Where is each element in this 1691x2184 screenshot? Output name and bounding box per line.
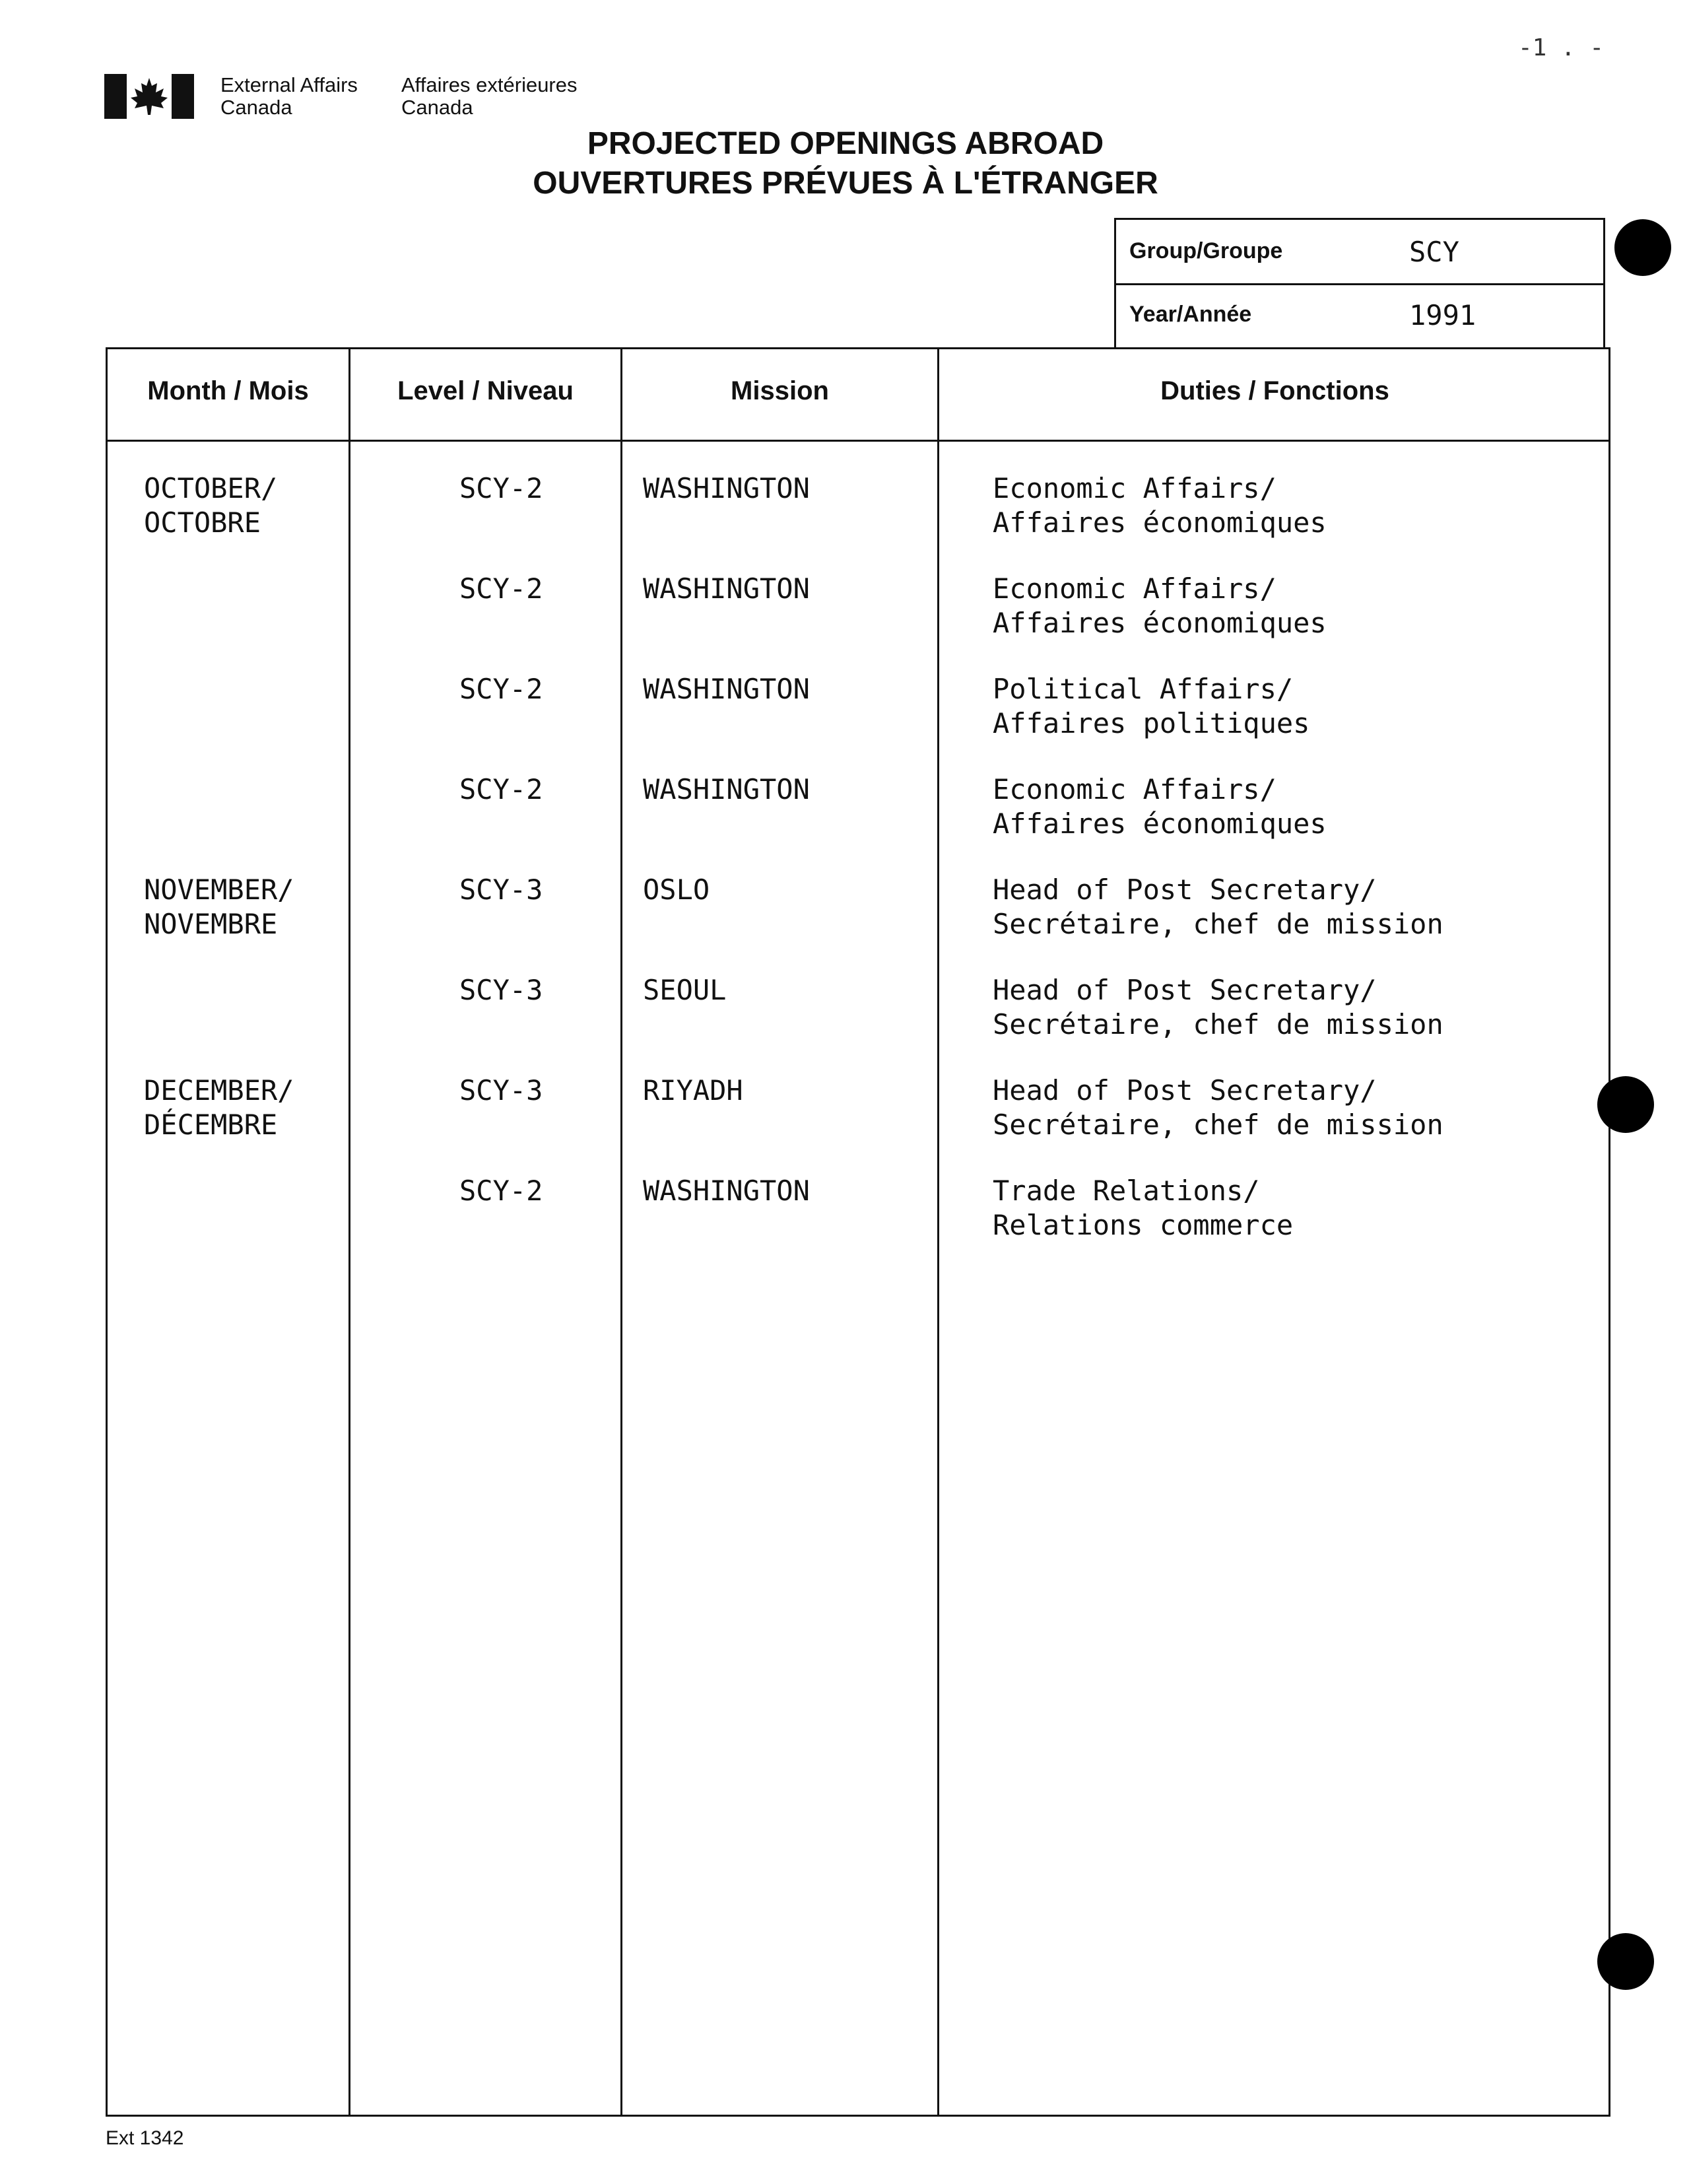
department-fr-line2: Canada: [401, 96, 473, 119]
header-duties: Duties / Fonctions: [1160, 376, 1389, 405]
year-row: [1116, 283, 1603, 347]
duties-line1: Political Affairs/: [993, 673, 1294, 705]
duties-line2: Secrétaire, chef de mission: [993, 1109, 1443, 1141]
punch-hole: [1597, 1933, 1654, 1990]
department-en-line1: External Affairs: [220, 73, 358, 96]
row-mission: WASHINGTON: [643, 472, 810, 504]
row-duties: [993, 873, 1443, 941]
openings-table: [106, 347, 1610, 2117]
duties-line2: Affaires économiques: [993, 506, 1327, 539]
group-year-box: [1114, 218, 1605, 349]
row-level: SCY-2: [459, 572, 543, 605]
duties-line1: Economic Affairs/: [993, 773, 1277, 805]
canada-flag-logo: [104, 74, 194, 119]
row-duties: [993, 772, 1327, 841]
duties-line2: Affaires économiques: [993, 607, 1327, 639]
group-value: SCY: [1409, 236, 1459, 268]
row-duties: [993, 973, 1443, 1042]
header-month: Month / Mois: [147, 376, 309, 405]
header-divider: [106, 440, 1610, 442]
row-mission: WASHINGTON: [643, 773, 810, 805]
duties-line1: Trade Relations/: [993, 1175, 1260, 1207]
column-divider: [937, 347, 939, 2117]
row-month: [144, 471, 277, 540]
month-line2: OCTOBRE: [144, 506, 261, 539]
header-level: Level / Niveau: [397, 376, 574, 405]
row-month: [144, 1074, 294, 1142]
duties-line1: Head of Post Secretary/: [993, 1074, 1377, 1107]
year-value: 1991: [1409, 299, 1476, 331]
row-mission: RIYADH: [643, 1074, 743, 1107]
row-level: SCY-2: [459, 773, 543, 805]
row-level: SCY-3: [459, 974, 543, 1006]
row-level: SCY-3: [459, 1074, 543, 1107]
month-line1: DECEMBER/: [144, 1074, 294, 1107]
duties-line1: Economic Affairs/: [993, 572, 1277, 605]
row-month: [144, 873, 294, 941]
group-label: Group/Groupe: [1129, 238, 1283, 263]
duties-line2: Secrétaire, chef de mission: [993, 1008, 1443, 1041]
row-level: SCY-2: [459, 1175, 543, 1207]
duties-line1: Economic Affairs/: [993, 472, 1277, 504]
duties-line2: Affaires économiques: [993, 807, 1327, 840]
punch-hole: [1597, 1076, 1654, 1133]
duties-line1: Head of Post Secretary/: [993, 873, 1377, 906]
row-level: SCY-2: [459, 472, 543, 504]
row-duties: [993, 672, 1310, 741]
row-mission: OSLO: [643, 873, 710, 906]
row-mission: WASHINGTON: [643, 572, 810, 605]
month-line2: DÉCEMBRE: [144, 1109, 278, 1141]
month-line1: NOVEMBER/: [144, 873, 294, 906]
corner-mark: -1 . -: [1518, 34, 1605, 61]
row-duties: [993, 1174, 1293, 1243]
group-row: [1116, 220, 1603, 285]
month-line2: NOVEMBRE: [144, 908, 278, 940]
form-number: Ext 1342: [106, 2127, 184, 2149]
page-title-fr: OUVERTURES PRÉVUES À L'ÉTRANGER: [533, 166, 1158, 201]
year-label: Year/Année: [1129, 302, 1252, 327]
row-mission: WASHINGTON: [643, 1175, 810, 1207]
duties-line2: Affaires politiques: [993, 707, 1310, 739]
department-en-line2: Canada: [220, 96, 292, 119]
row-level: SCY-2: [459, 673, 543, 705]
duties-line2: Secrétaire, chef de mission: [993, 908, 1443, 940]
department-fr-line1: Affaires extérieures: [401, 73, 578, 96]
row-level: SCY-3: [459, 873, 543, 906]
header-mission: Mission: [731, 376, 829, 405]
duties-line2: Relations commerce: [993, 1209, 1294, 1241]
department-name-en: [220, 74, 358, 119]
column-divider: [348, 347, 350, 2117]
punch-hole: [1614, 219, 1671, 276]
row-mission: WASHINGTON: [643, 673, 810, 705]
month-line1: OCTOBER/: [144, 472, 278, 504]
column-divider: [620, 347, 622, 2117]
row-duties: [993, 471, 1327, 540]
row-duties: [993, 1074, 1443, 1142]
row-mission: SEOUL: [643, 974, 727, 1006]
duties-line1: Head of Post Secretary/: [993, 974, 1377, 1006]
page-title-en: PROJECTED OPENINGS ABROAD: [587, 126, 1104, 161]
department-name-fr: [401, 74, 578, 119]
row-duties: [993, 572, 1327, 640]
